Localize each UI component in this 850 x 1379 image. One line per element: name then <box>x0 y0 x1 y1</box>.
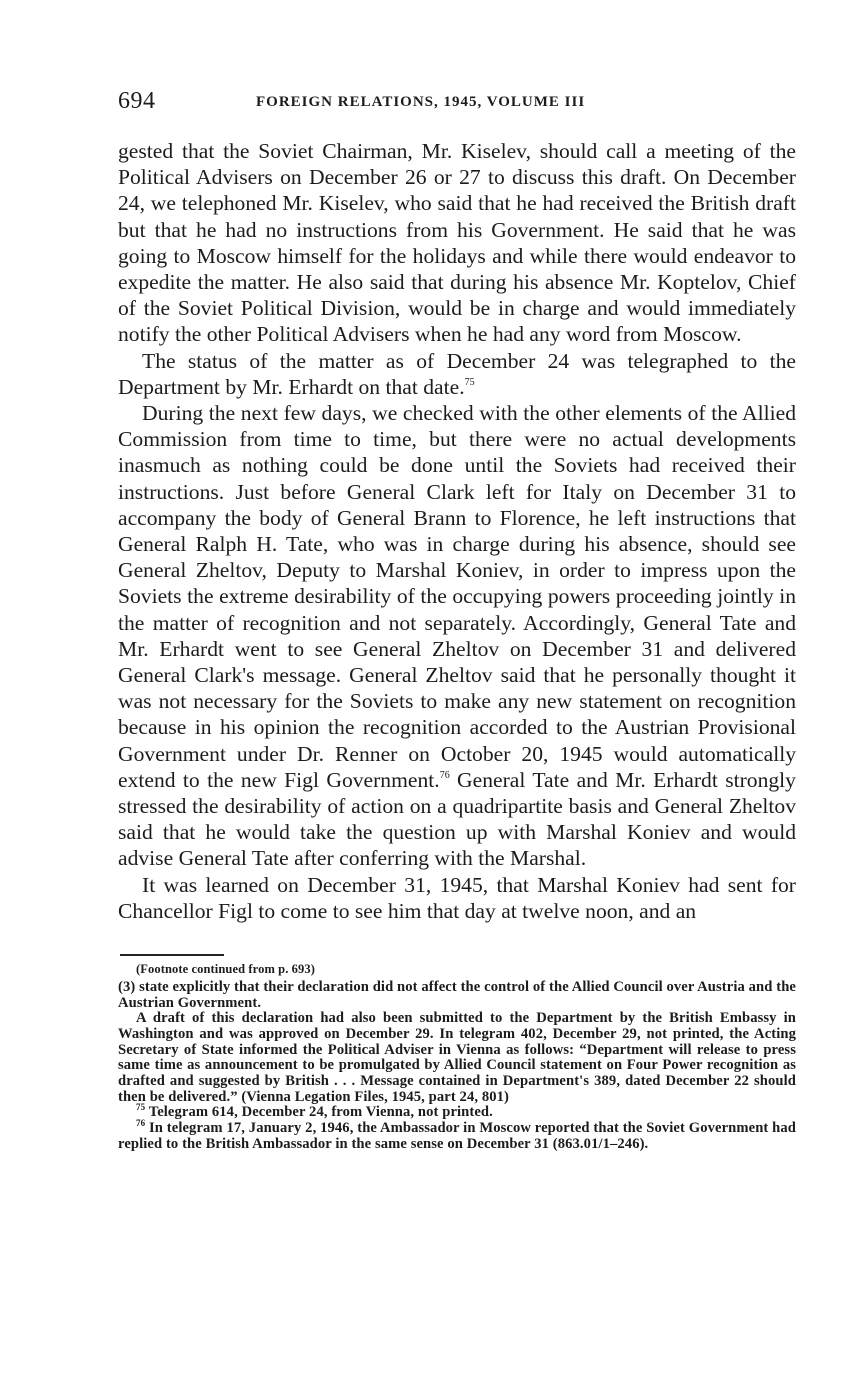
running-header <box>118 88 796 124</box>
footnotes <box>118 962 796 1152</box>
footnote-continued-text: (3) state explicitly that their declaration did not affect the control of the Allied Council over Austria and the Austrian Government. <box>118 978 796 1011</box>
page-number: 694 <box>118 88 156 114</box>
paragraph-learned: It was learned on December 31, 1945, that Marshal Koniev had sent for Chancellor Figl to come to see him that day at twelve noon, and an <box>118 872 796 923</box>
paragraph-status-text: The status of the matter as of December 24 was telegraphed to the Department by Mr. Erhardt on that date. <box>118 348 796 399</box>
footnote-75-number: 75 <box>136 1102 146 1113</box>
footnote-draft-declaration: A draft of this declaration had also been submitted to the Department by the British Embassy in Washington and was approved on December 29. In telegram 402, December 29, not printed, the Acting Secretary of State informed the Political Adviser in Vienna as follows: “Department will release to press same time as announcement to be promulgated by Allied Council statement on Four Power recognition as drafted and suggested by British . . . Message contained in Department's 389, dated December 22 should then be delivered.” (Vienna Legation Files, 1945, part 24, 801) <box>118 1010 796 1105</box>
footnote-ref-75: 75 <box>464 376 475 388</box>
footnote-continued-label: (Footnote continued from p. 693) <box>136 962 315 977</box>
footnote-ref-76: 76 <box>439 769 450 781</box>
body-text <box>118 138 796 924</box>
footnote-75-text: Telegram 614, December 24, from Vienna, not printed. <box>148 1104 493 1121</box>
paragraph-next-days-text-b: General Tate and Mr. Erhardt strongly stressed the desirability of action on a quadripartite basis and General Zheltov said that he would take the question up with Marshal Koniev and would advise General Tate after conferring with the Marshal. <box>118 767 796 871</box>
document-page <box>118 88 796 1153</box>
paragraph-next-days-text-a: During the next few days, we checked with the other elements of the Allied Commission from time to time, but there were no actual developments inasmuch as nothing could be done until the Soviets had received their instructions. Just before General Clark left for Italy on December 31 to accompany the body of General Brann to Florence, he left instructions that General Ralph H. Tate, who was in charge during his absence, should see General Zheltov, Deputy to Marshal Koniev, in order to impress upon the Soviets the extreme desirability of the occupying powers proceeding jointly in the matter of recognition and not separately. Accordingly, General Tate and Mr. Erhardt went to see General Zheltov on December 31 and delivered General Clark's message. General Zheltov said that he personally thought it was not necessary for the Soviets to make any new statement on recognition because in his opinion the recognition accorded to the Austrian Provisional Government under Dr. Renner on October 20, 1945 would automatically extend to the new Figl Government. <box>118 401 796 792</box>
footnote-76-text: In telegram 17, January 2, 1946, the Ambassador in Moscow reported that the Soviet Government had replied to the British Ambassador in the same sense on December 31 (863.01/1–246). <box>118 1120 796 1152</box>
footnote-76-number: 76 <box>136 1118 146 1129</box>
paragraph-continued: gested that the Soviet Chairman, Mr. Kiselev, should call a meeting of the Political Advisers on December 26 or 27 to discuss this draft. On December 24, we telephoned Mr. Kiselev, who said that he had received the British draft but that he had no instructions from his Government. He said that he was going to Moscow himself for the holidays and while there would endeavor to expedite the matter. He also said that during his absence Mr. Koptelov, Chief of the Soviet Political Division, would be in charge and would immediately notify the other Political Advisers when he had any word from Moscow. <box>118 139 796 347</box>
running-title: FOREIGN RELATIONS, 1945, VOLUME III <box>256 94 586 110</box>
paragraph-next-days <box>118 400 796 872</box>
footnote-divider <box>120 954 224 956</box>
footnote-76 <box>118 1118 796 1152</box>
footnote-75 <box>118 1102 796 1121</box>
paragraph-status <box>118 348 796 400</box>
